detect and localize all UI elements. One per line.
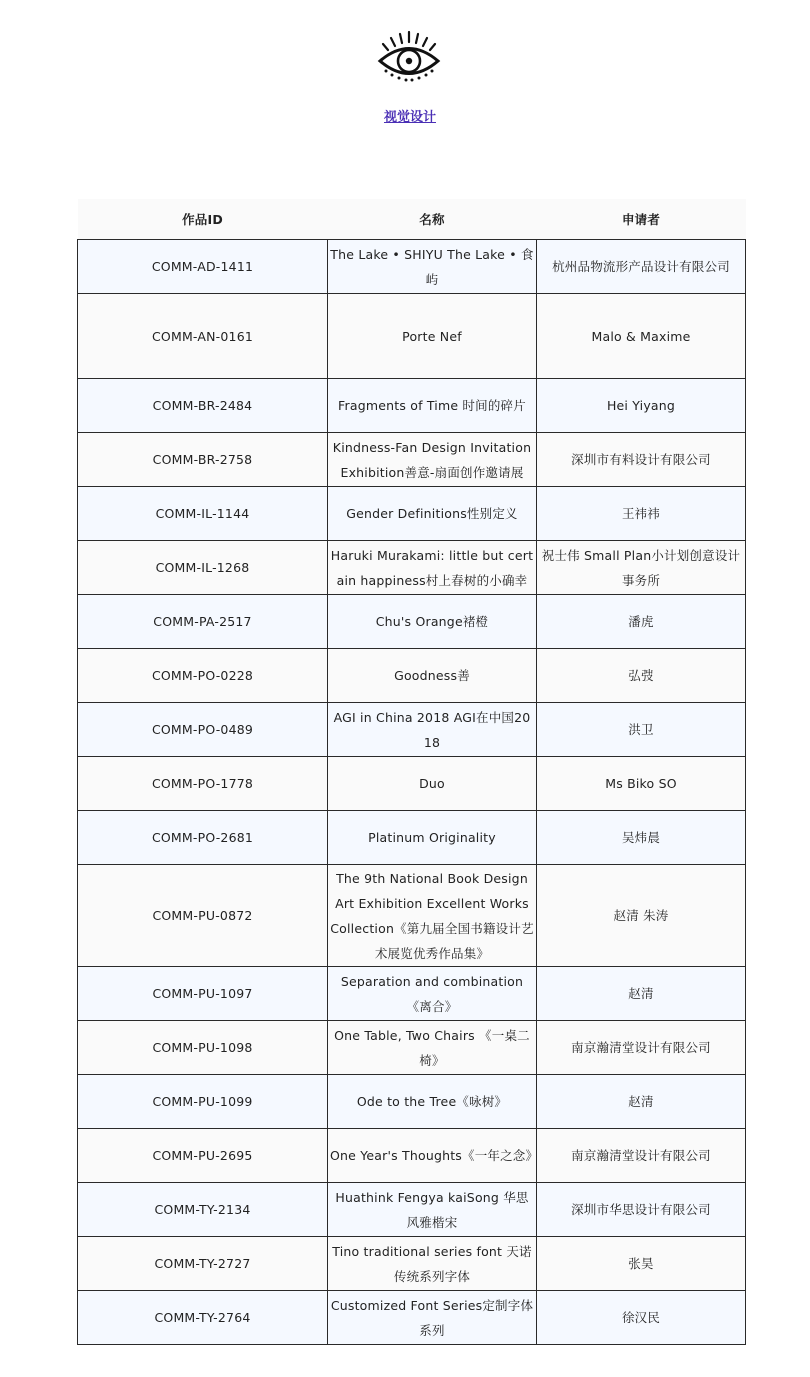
cell-name: Ode to the Tree《咏树》 [328, 1075, 537, 1129]
cell-id: COMM-IL-1268 [78, 541, 328, 595]
table-row [78, 865, 746, 967]
cell-name: Tino traditional series font 天诺传统系列字体 [328, 1237, 537, 1291]
cell-id: COMM-PO-0228 [78, 649, 328, 703]
cell-name: Fragments of Time 时间的碎片 [328, 379, 537, 433]
cell-applicant: 洪卫 [537, 703, 746, 757]
table-row [78, 294, 746, 379]
cell-applicant: 南京瀚清堂设计有限公司 [537, 1129, 746, 1183]
category-link[interactable]: 视觉设计 [383, 110, 436, 125]
table-row [78, 1075, 746, 1129]
cell-name: Haruki Murakami: little but certain happiness村上春树的小确幸 [328, 541, 537, 595]
table-row [78, 967, 746, 1021]
cell-id: COMM-PA-2517 [78, 595, 328, 649]
cell-name: Goodness善 [328, 649, 537, 703]
cell-applicant: 徐汉民 [537, 1291, 746, 1345]
table-header [78, 199, 746, 240]
table-row [78, 811, 746, 865]
column-header-name: 名称 [328, 199, 537, 240]
cell-id: COMM-PO-0489 [78, 703, 328, 757]
cell-id: COMM-IL-1144 [78, 487, 328, 541]
cell-id: COMM-PO-1778 [78, 757, 328, 811]
table-row [78, 1291, 746, 1345]
cell-name: Separation and combination《离合》 [328, 967, 537, 1021]
cell-applicant: 深圳市有料设计有限公司 [537, 433, 746, 487]
cell-name: AGI in China 2018 AGI在中国2018 [328, 703, 537, 757]
cell-name: One Year's Thoughts《一年之念》 [328, 1129, 537, 1183]
cell-applicant: 潘虎 [537, 595, 746, 649]
column-header-id: 作品ID [78, 199, 328, 240]
cell-applicant: 赵清 [537, 967, 746, 1021]
cell-name: Huathink Fengya kaiSong 华思风雅楷宋 [328, 1183, 537, 1237]
cell-applicant: Malo & Maxime [537, 294, 746, 379]
table-row [78, 433, 746, 487]
cell-id: COMM-TY-2764 [78, 1291, 328, 1345]
cell-applicant: 杭州品物流形产品设计有限公司 [537, 240, 746, 294]
cell-applicant: 南京瀚清堂设计有限公司 [537, 1021, 746, 1075]
table-row [78, 757, 746, 811]
cell-applicant: Hei Yiyang [537, 379, 746, 433]
cell-applicant: 吴炜晨 [537, 811, 746, 865]
cell-id: COMM-TY-2727 [78, 1237, 328, 1291]
table-row [78, 703, 746, 757]
cell-applicant: 赵清 朱涛 [537, 865, 746, 967]
cell-name: Gender Definitions性别定义 [328, 487, 537, 541]
cell-name: Chu's Orange褚橙 [328, 595, 537, 649]
cell-applicant: 张昊 [537, 1237, 746, 1291]
eye-logo-icon [374, 28, 444, 86]
table-row [78, 1237, 746, 1291]
table-row [78, 1129, 746, 1183]
cell-applicant: 王祎祎 [537, 487, 746, 541]
cell-id: COMM-PU-0872 [78, 865, 328, 967]
table-row [78, 379, 746, 433]
cell-applicant: 祝士伟 Small Plan小计划创意设计事务所 [537, 541, 746, 595]
works-table [77, 199, 746, 1345]
table-row [78, 487, 746, 541]
cell-name: The Lake • SHIYU The Lake • 食屿 [328, 240, 537, 294]
cell-applicant: 深圳市华思设计有限公司 [537, 1183, 746, 1237]
cell-name: Porte Nef [328, 294, 537, 379]
cell-id: COMM-PO-2681 [78, 811, 328, 865]
cell-applicant: 赵清 [537, 1075, 746, 1129]
table-row [78, 649, 746, 703]
cell-name: Duo [328, 757, 537, 811]
table-body [78, 240, 746, 1345]
cell-id: COMM-PU-2695 [78, 1129, 328, 1183]
cell-id: COMM-BR-2484 [78, 379, 328, 433]
cell-id: COMM-PU-1097 [78, 967, 328, 1021]
table-row [78, 1021, 746, 1075]
table-row [78, 541, 746, 595]
table-row [78, 1183, 746, 1237]
cell-name: One Table, Two Chairs 《一桌二椅》 [328, 1021, 537, 1075]
cell-id: COMM-BR-2758 [78, 433, 328, 487]
cell-id: COMM-PU-1098 [78, 1021, 328, 1075]
table-row [78, 595, 746, 649]
table-row [78, 240, 746, 294]
cell-id: COMM-AN-0161 [78, 294, 328, 379]
cell-applicant: 弘弢 [537, 649, 746, 703]
cell-id: COMM-AD-1411 [78, 240, 328, 294]
cell-name: Kindness-Fan Design Invitation Exhibition善意-扇面创作邀请展 [328, 433, 537, 487]
cell-name: Platinum Originality [328, 811, 537, 865]
cell-name: Customized Font Series定制字体系列 [328, 1291, 537, 1345]
cell-id: COMM-TY-2134 [78, 1183, 328, 1237]
cell-id: COMM-PU-1099 [78, 1075, 328, 1129]
cell-applicant: Ms Biko SO [537, 757, 746, 811]
cell-name: The 9th National Book Design Art Exhibition Excellent Works Collection《第九届全国书籍设计艺术展览优秀作品集》 [328, 865, 537, 967]
column-header-applicant: 申请者 [537, 199, 746, 240]
